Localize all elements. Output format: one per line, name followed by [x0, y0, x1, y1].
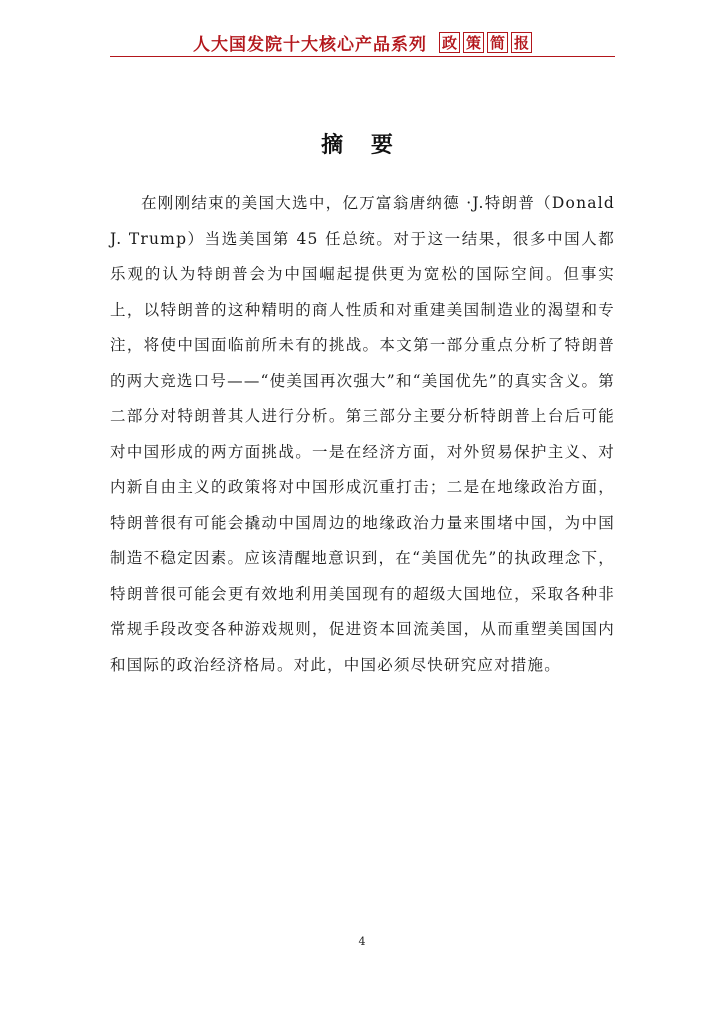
header-badge: 简 [487, 32, 508, 53]
header-divider [110, 56, 615, 57]
page-header [110, 28, 615, 56]
header-badge: 政 [439, 32, 460, 53]
abstract-paragraph: 在刚刚结束的美国大选中，亿万富翁唐纳德 ·J.特朗普（Donald J. Trump）当选美国第 45 任总统。对于这一结果，很多中国人都乐观的认为特朗普会为中国崛起提供更为宽松的国际空间。但事实上，以特朗普的这种精明的商人性质和对重建美国制造业的渴望和专注，将使中国面临前所未有的挑战。本文第一部分重点分析了特朗普的两大竞选口号——“使美国再次强大”和“美国优先”的真实含义。第二部分对特朗普其人进行分析。第三部分主要分析特朗普上台后可能对中国形成的两方面挑战。一是在经济方面，对外贸易保护主义、对内新自由主义的政策将对中国形成沉重打击；二是在地缘政治方面，特朗普很有可能会撬动中国周边的地缘政治力量来围堵中国，为中国制造不稳定因素。应该清醒地意识到，在“美国优先”的执政理念下，特朗普很可能会更有效地利用美国现有的超级大国地位，采取各种非常规手段改变各种游戏规则，促进资本回流美国，从而重塑美国国内和国际的政治经济格局。对此，中国必须尽快研究应对措施。 [110, 194, 615, 674]
header-badge: 策 [463, 32, 484, 53]
abstract-title: 摘 要 [321, 132, 403, 158]
page-number: 4 [358, 935, 366, 948]
header-badge: 报 [511, 32, 532, 53]
header-badge-group [439, 32, 532, 53]
header-series-title: 人大国发院十大核心产品系列 [193, 34, 427, 55]
